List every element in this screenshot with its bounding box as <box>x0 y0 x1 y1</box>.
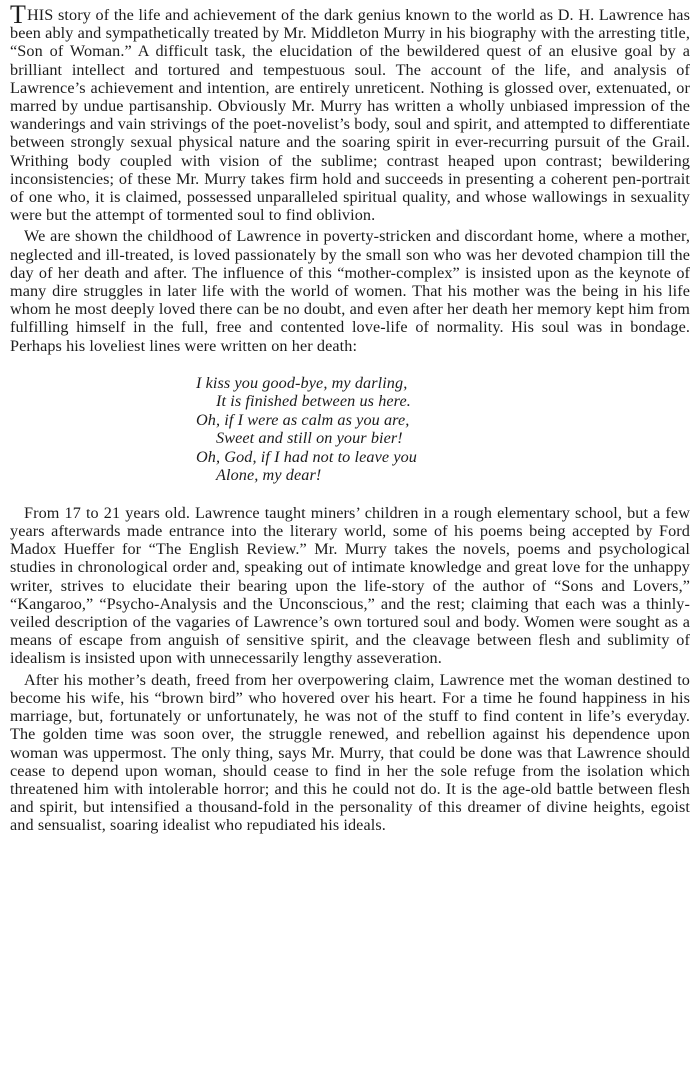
review-paragraph-3 <box>10 504 690 668</box>
paragraph-1-text: story of the life and achievement of the dark genius known to the world as D. H. Lawrence has been ably and sympathetically treated by Mr. Middleton Murry in his biography with the arresting title, “Son of Woman.” A difficult task, the elucidation of the bewildered quest of an elusive goal by a brilliant intellect and tortured and tempestuous soul. The account of the life, and analysis of Lawrence’s achievement and intention, are entirely unreticent. Nothing is glossed over, extenuated, or marred by undue partisanship. Obviously Mr. Murry has written a wholly unbiased impression of the wanderings and vain strivings of the poet-novelist’s body, soul and spirit, and attempted to differentiate between strongly sexual physical nature and the soaring spirit in ever-recurring pursuit of the Grail. Writhing body coupled with vision of the sublime; contrast heaped upon contrast; bewildering inconsistencies; of these Mr. Murry takes firm hold and succeeds in presenting a coherent pen-portrait of one who, it is claimed, possessed unparalleled spiritual quality, and whose wallowings in sexuality were but the attempt of tormented soul to find oblivion. <box>10 6 690 225</box>
poem-line-5: Oh, God, if I had not to leave you <box>196 447 417 466</box>
paragraph-3-text: From 17 to 21 years old. Lawrence taught miners’ children in a rough elementary school, but a few years afterwards made entrance into the literary world, some of his poems being accepted by Ford Madox Hueffer for “The English Review.” Mr. Murry takes the novels, poems and psychological studies in chronological order and, speaking out of intimate knowledge and great love for the unhappy writer, strives to elucidate their bearing upon the life-story of the author of “Sons and Lovers,” “Kangaroo,” “Psycho-Analysis and the Unconscious,” and the rest; claiming that each was a thinly-veiled description of the vagaries of Lawrence’s own tortured soul and body. Women were sought as a means of escape from anguish of sensitive spirit, and the cleavage between flesh and sublimity of idealism is insisted upon with unnecessarily lengthy asseveration. <box>10 503 690 668</box>
review-paragraph-1 <box>10 0 690 225</box>
poem-line-4: Sweet and still on your bier! <box>216 429 403 448</box>
paragraph-2-text: We are shown the childhood of Lawrence in poverty-stricken and discordant home, where a mother, neglected and ill-treated, is loved passionately by the small son who was her devoted champion till the day of her death and after. The influence of this “mother-complex” is insisted upon as the keynote of many dire struggles in later life with the world of women. That his mother was the being in his life whom he most deeply loved there can be no doubt, and even after her death her memory kept him from fulfilling himself in the full, free and contented love-life of normality. His soul was in bondage. Perhaps his loveliest lines were written on her death: <box>10 227 690 355</box>
review-paragraph-2 <box>10 227 690 354</box>
poem-line-1: I kiss you good-bye, my darling, <box>196 373 408 392</box>
poem-line-2: It is finished between us here. <box>216 392 411 411</box>
poem-line-3: Oh, if I were as calm as you are, <box>196 410 410 429</box>
poem-quotation <box>196 374 690 485</box>
review-paragraph-4 <box>10 671 690 835</box>
paragraph-4-text: After his mother’s death, freed from her overpowering claim, Lawrence met the woman destined to become his wife, his “brown bird” who hovered over his heart. For a time he found happiness in his marriage, but, fortunately or unfortunately, he was not of the stuff to find content in life’s everyday. The golden time was soon over, the struggle renewed, and rebellion against his dependence upon woman was uppermost. The only thing, says Mr. Murry, that could be done was that Lawrence should cease to depend upon woman, should cease to find in her the sole refuge from the isolation which threatened him with intolerable horror; and this he could not do. It is the age-old battle between flesh and spirit, but intensified a thousand-fold in the personality of this dreamer of divine heights, egoist and sensualist, soaring idealist who repudiated his ideals. <box>10 670 690 835</box>
review-page <box>10 0 690 835</box>
drop-cap: T <box>10 0 26 29</box>
opening-word: HIS <box>26 6 54 24</box>
poem-line-6: Alone, my dear! <box>216 466 322 485</box>
